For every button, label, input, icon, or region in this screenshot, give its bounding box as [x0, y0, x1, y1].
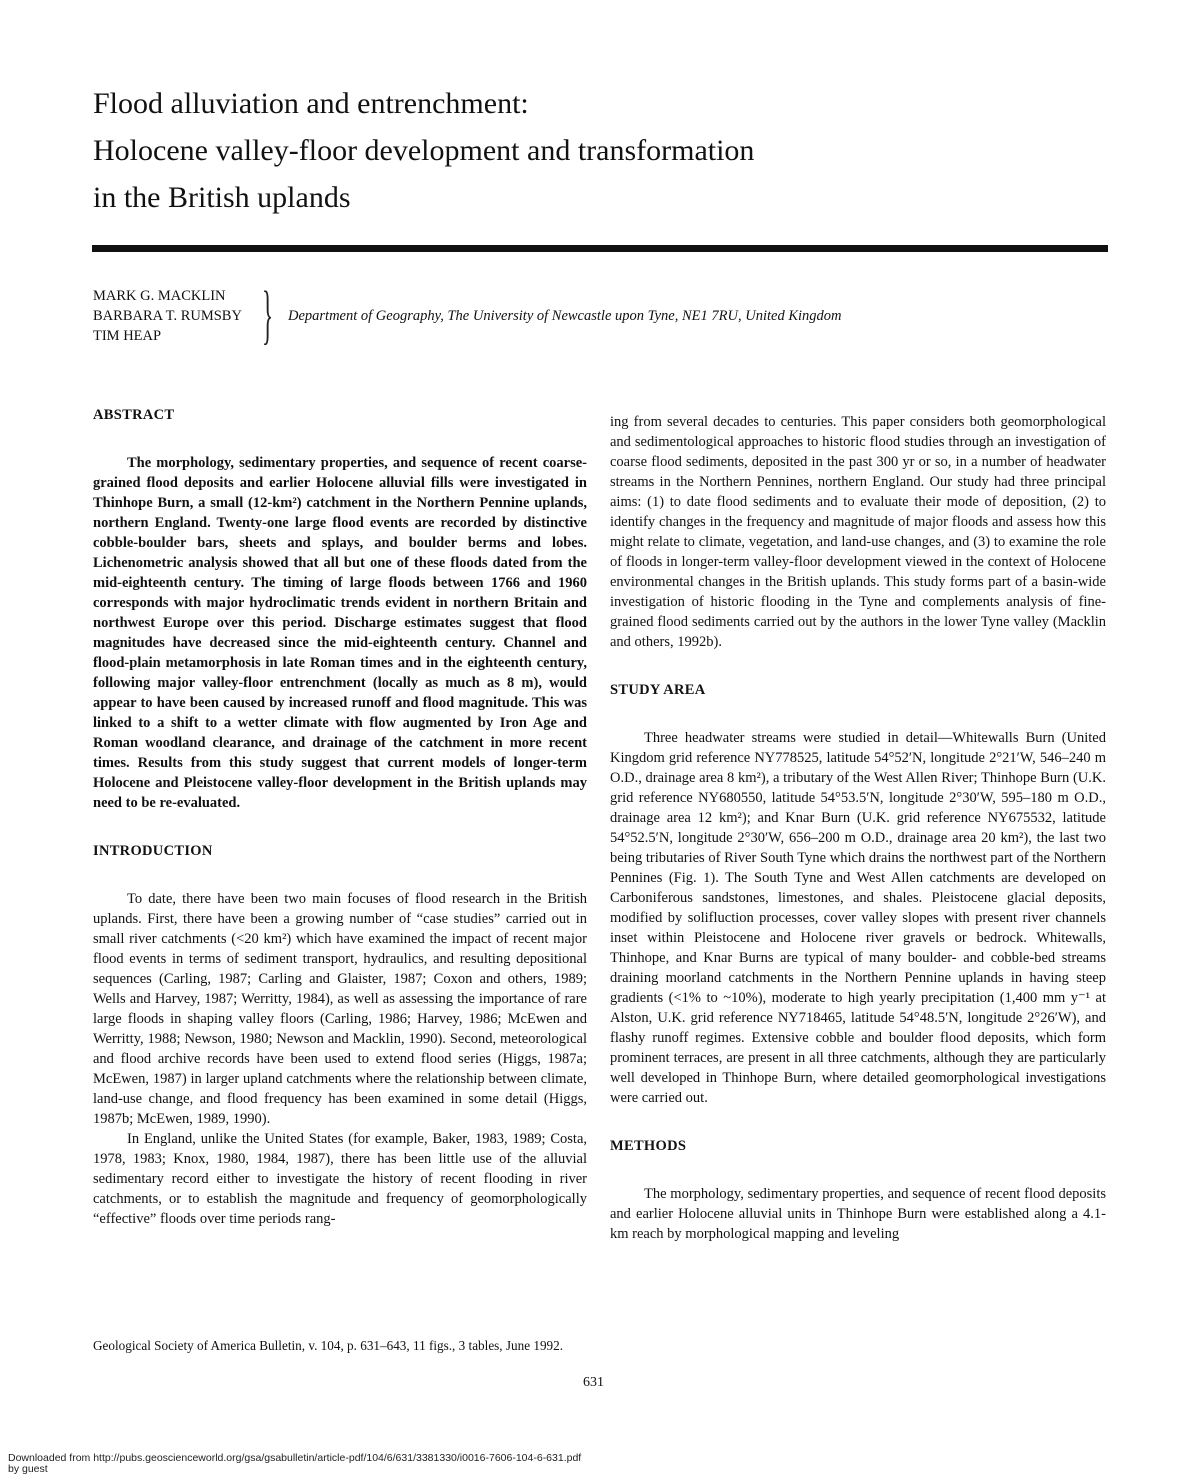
title-line-1: Flood alluviation and entrenchment:	[93, 87, 529, 120]
author-list	[93, 286, 242, 346]
download-guest: by guest	[8, 1463, 48, 1475]
title-rule	[92, 245, 1108, 252]
left-column	[93, 405, 587, 1229]
title-line-3: in the British uplands	[93, 181, 351, 214]
title-line-2: Holocene valley-floor development and transformation	[93, 134, 755, 167]
right-column	[610, 412, 1106, 1244]
methods-heading: METHODS	[610, 1138, 687, 1154]
article-title	[93, 80, 1113, 221]
author-brace: }	[262, 278, 274, 351]
page-number: 631	[583, 1375, 604, 1390]
author-name: BARBARA T. RUMSBY	[93, 308, 242, 324]
introduction-paragraph-2: In England, unlike the United States (for example, Baker, 1983, 1989; Costa, 1978, 1983; Knox, 1980, 1984, 1987), there has been little use of the alluvial sedimentary record either to investigate the history of recent flooding in river catchments, or to establish the magnitude and frequency of geomorphologically “effective” floods over time periods rang-	[93, 1131, 587, 1227]
methods-paragraph: The morphology, sedimentary properties, and sequence of recent flood deposits and earlier Holocene alluvial units in Thinhope Burn were established along a 4.1-km reach by morphological mapping and leveling	[610, 1186, 1106, 1242]
introduction-heading: INTRODUCTION	[93, 843, 213, 859]
affiliation: Department of Geography, The University of Newcastle upon Tyne, NE1 7RU, United Kingdom	[288, 308, 842, 324]
study-area-paragraph: Three headwater streams were studied in detail—Whitewalls Burn (United Kingdom grid reference NY778525, latitude 54°52′N, longitude 2°21′W, 546–240 m O.D., drainage area 8 km²), a tributary of the West Allen River; Thinhope Burn (U.K. grid reference NY680550, latitude 54°53.5′N, longitude 2°30′W, 595–180 m O.D., drainage area 12 km²); and Knar Burn (U.K. grid reference NY675532, latitude 54°52.5′N, longitude 2°30′W, 656–200 m O.D., drainage area 20 km²), the last two being tributaries of River South Tyne which drains the northwest part of the Northern Pennines (Fig. 1). The South Tyne and West Allen catchments are developed on Carboniferous sandstones, limestones, and shales. Pleistocene glacial deposits, modified by solifluction processes, cover valley slopes with present river channels inset within Pleistocene and Holocene river gravels or bedrock. Whitewalls, Thinhope, and Knar Burns are typical of many boulder- and cobble-bed streams draining moorland catchments in the Northern Pennine uplands in having steep gradients (<1% to ~10%), moderate to high yearly precipitation (1,400 mm y⁻¹ at Alston, U.K. grid reference NY718465, latitude 54°48.5′N, longitude 2°26′W), and flashy runoff regimes. Extensive cobble and boulder flood deposits, which form prominent terraces, are present in all three catchments, although they are particularly well developed in Thinhope Burn, where detailed geomorphological investigations were carried out.	[610, 730, 1106, 1106]
abstract-text: The morphology, sedimentary properties, and sequence of recent coarse-grained flood deposits and earlier Holocene alluvial fills were investigated in Thinhope Burn, a small (12-km²) catchment in the Northern Pennine uplands, northern England. Twenty-one large flood events are recorded by distinctive cobble-boulder bars, sheets and splays, and boulder berms and lobes. Lichenometric analysis showed that all but one of these floods dated from the mid-eighteenth century. The timing of large floods between 1766 and 1960 corresponds with major hydroclimatic trends evident in northern Britain and northwest Europe over this period. Discharge estimates suggest that flood magnitudes have decreased since the mid-eighteenth century. Channel and flood-plain metamorphosis in late Roman times and in the eighteenth century, following major valley-floor entrenchment (locally as much as 8 m), would appear to have been caused by increased runoff and flood magnitude. This was linked to a shift to a wetter climate with flow augmented by Iron Age and Roman woodland clearance, and drainage of the catchment in more recent times. Results from this study suggest that current models of longer-term Holocene and Pleistocene valley-floor development in the British uplands may need to be re-evaluated.	[93, 455, 587, 811]
download-url: Downloaded from http://pubs.geoscienceworld.org/gsa/gsabulletin/article-pdf/104/6/631/3381330/i0016-7606-104-6-631.pdf	[8, 1452, 582, 1464]
introduction-paragraph-3: ing from several decades to centuries. This paper considers both geomorphological and sedimentological approaches to historic flood studies through an investigation of coarse flood sediments, deposited in the past 300 yr or so, in a number of headwater streams in the Northern Pennines, northern England. Our study had three principal aims: (1) to date flood sediments and to evaluate their mode of deposition, (2) to identify changes in the frequency and magnitude of major floods and assess how this might relate to climate, vegetation, and land-use changes, and (3) to examine the role of floods in longer-term valley-floor development viewed in the context of Holocene environmental changes in the British uplands. This study forms part of a basin-wide investigation of historic flooding in the Tyne and complements analysis of fine-grained flood sediments carried out by the authors in the lower Tyne valley (Macklin and others, 1992b).	[610, 414, 1106, 650]
author-name: MARK G. MACKLIN	[93, 288, 226, 304]
citation-footnote: Geological Society of America Bulletin, v. 104, p. 631–643, 11 figs., 3 tables, June 1992.	[93, 1338, 564, 1353]
introduction-paragraph-1: To date, there have been two main focuses of flood research in the British uplands. First, there have been a growing number of “case studies” carried out in small river catchments (<20 km²) which have examined the impact of recent major flood events in terms of sediment transport, hydraulics, and resulting depositional sequences (Carling, 1987; Carling and Glaister, 1987; Coxon and others, 1989; Wells and Harvey, 1987; Werritty, 1984), as well as assessing the importance of rare large floods in shaping valley floors (Carling, 1986; Harvey, 1986; McEwen and Werritty, 1988; Newson, 1980; Newson and Macklin, 1990). Second, meteorological and flood archive records have been used to extend flood series (Higgs, 1987a; McEwen, 1987) in larger upland catchments where the relationship between climate, land-use change, and flood frequency has been examined in some detail (Higgs, 1987b; McEwen, 1989, 1990).	[93, 891, 587, 1127]
abstract-heading: ABSTRACT	[93, 407, 175, 423]
author-name: TIM HEAP	[93, 328, 162, 344]
study-area-heading: STUDY AREA	[610, 682, 706, 698]
download-notice	[8, 1453, 728, 1475]
